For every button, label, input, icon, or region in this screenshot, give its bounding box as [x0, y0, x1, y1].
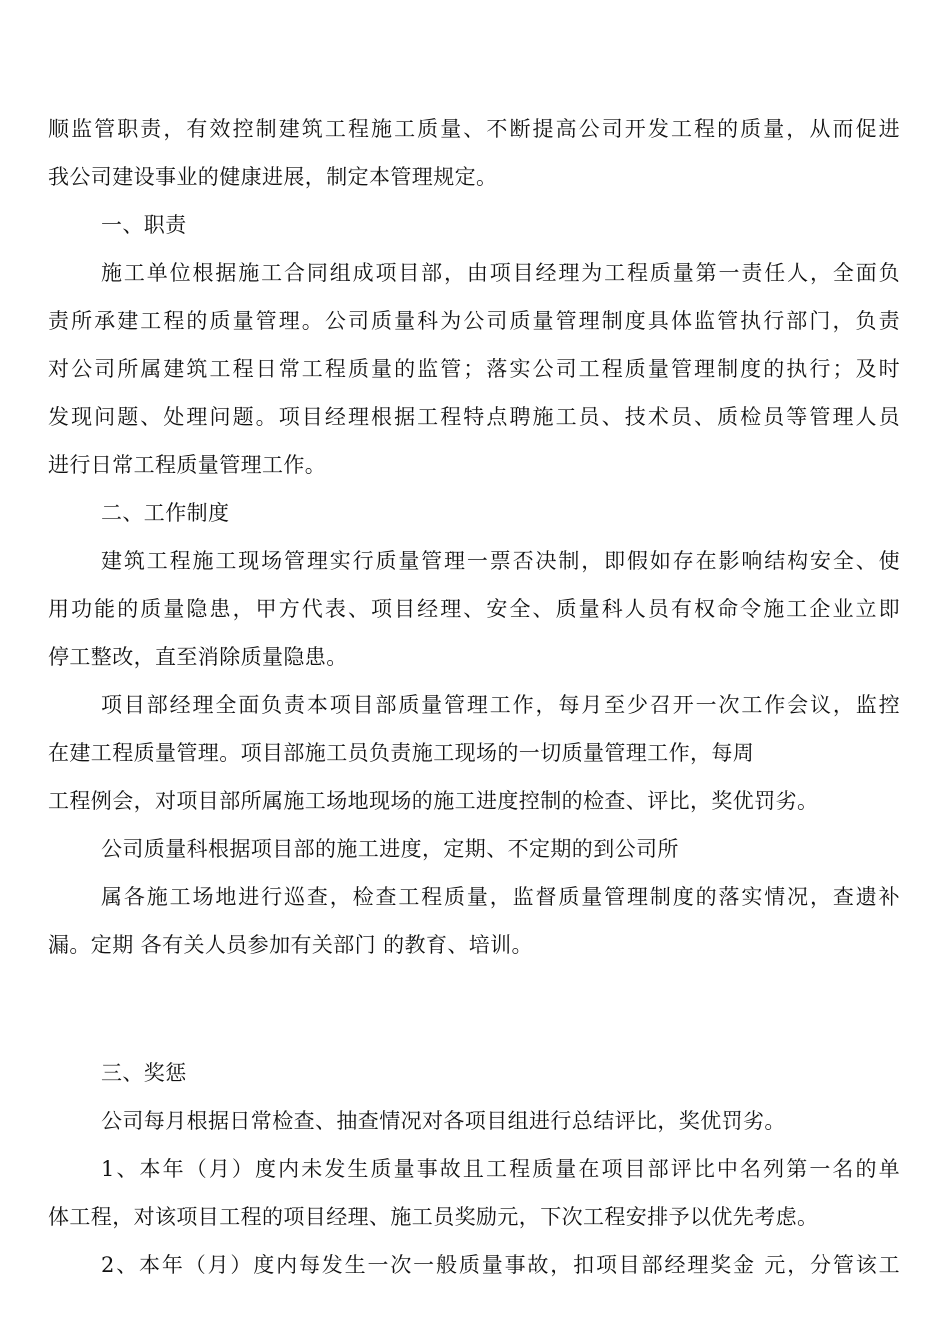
paragraph-line: 对公司所属建筑工程日常工程质量的监管；落实公司工程质量管理制度的执行；及时	[48, 357, 900, 381]
paragraph-line: 进行日常工程质量管理工作。	[48, 453, 327, 477]
paragraph-line: 在建工程质量管理。项目部施工员负责施工现场的一切质量管理工作，每周	[48, 741, 755, 765]
section-heading-rewards: 三、奖惩	[101, 1061, 187, 1085]
paragraph-line: 发现问题、处理问题。项目经理根据工程特点聘施工员、技术员、质检员等管理人员	[48, 405, 900, 429]
paragraph-line: 用功能的质量隐患，甲方代表、项目经理、安全、质量科人员有权命令施工企业立即	[48, 597, 900, 621]
paragraph-line: 属各施工场地进行巡查，检查工程质量，监督质量管理制度的落实情况，查遗补	[101, 885, 900, 909]
paragraph-line: 工程例会，对项目部所属施工场地现场的施工进度控制的检查、评比，奖优罚劣。	[48, 789, 819, 813]
paragraph-line: 项目部经理全面负责本项目部质量管理工作，每月至少召开一次工作会议，监控	[101, 693, 900, 717]
paragraph-line: 1、本年（月）度内未发生质量事故且工程质量在项目部评比中名列第一名的单	[101, 1157, 900, 1181]
paragraph-line: 2、本年（月）度内每发生一次一般质量事故，扣项目部经理奖金 元，分管该工	[101, 1253, 900, 1277]
paragraph-line: 漏。定期 各有关人员参加有关部门 的教育、培训。	[48, 933, 533, 957]
paragraph-line: 公司每月根据日常检查、抽查情况对各项目组进行总结评比，奖优罚劣。	[101, 1109, 786, 1133]
paragraph-line: 建筑工程施工现场管理实行质量管理一票否决制，即假如存在影响结构安全、使	[101, 549, 900, 573]
section-heading-work-system: 二、工作制度	[101, 501, 230, 525]
paragraph-line: 施工单位根据施工合同组成项目部，由项目经理为工程质量第一责任人，全面负	[101, 261, 900, 285]
paragraph-line: 体工程，对该项目工程的项目经理、施工员奖励元，下次工程安排予以优先考虑。	[48, 1205, 819, 1229]
paragraph-line: 顺监管职责，有效控制建筑工程施工质量、不断提高公司开发工程的质量，从而促进	[48, 117, 900, 141]
paragraph-line: 我公司建设事业的健康进展，制定本管理规定。	[48, 165, 498, 189]
paragraph-line: 责所承建工程的质量管理。公司质量科为公司质量管理制度具体监管执行部门，负责	[48, 309, 900, 333]
paragraph-line: 停工整改，直至消除质量隐患。	[48, 645, 348, 669]
paragraph-line: 公司质量科根据项目部的施工进度，定期、不定期的到公司所	[101, 837, 679, 861]
section-heading-duties: 一、职责	[101, 213, 187, 237]
